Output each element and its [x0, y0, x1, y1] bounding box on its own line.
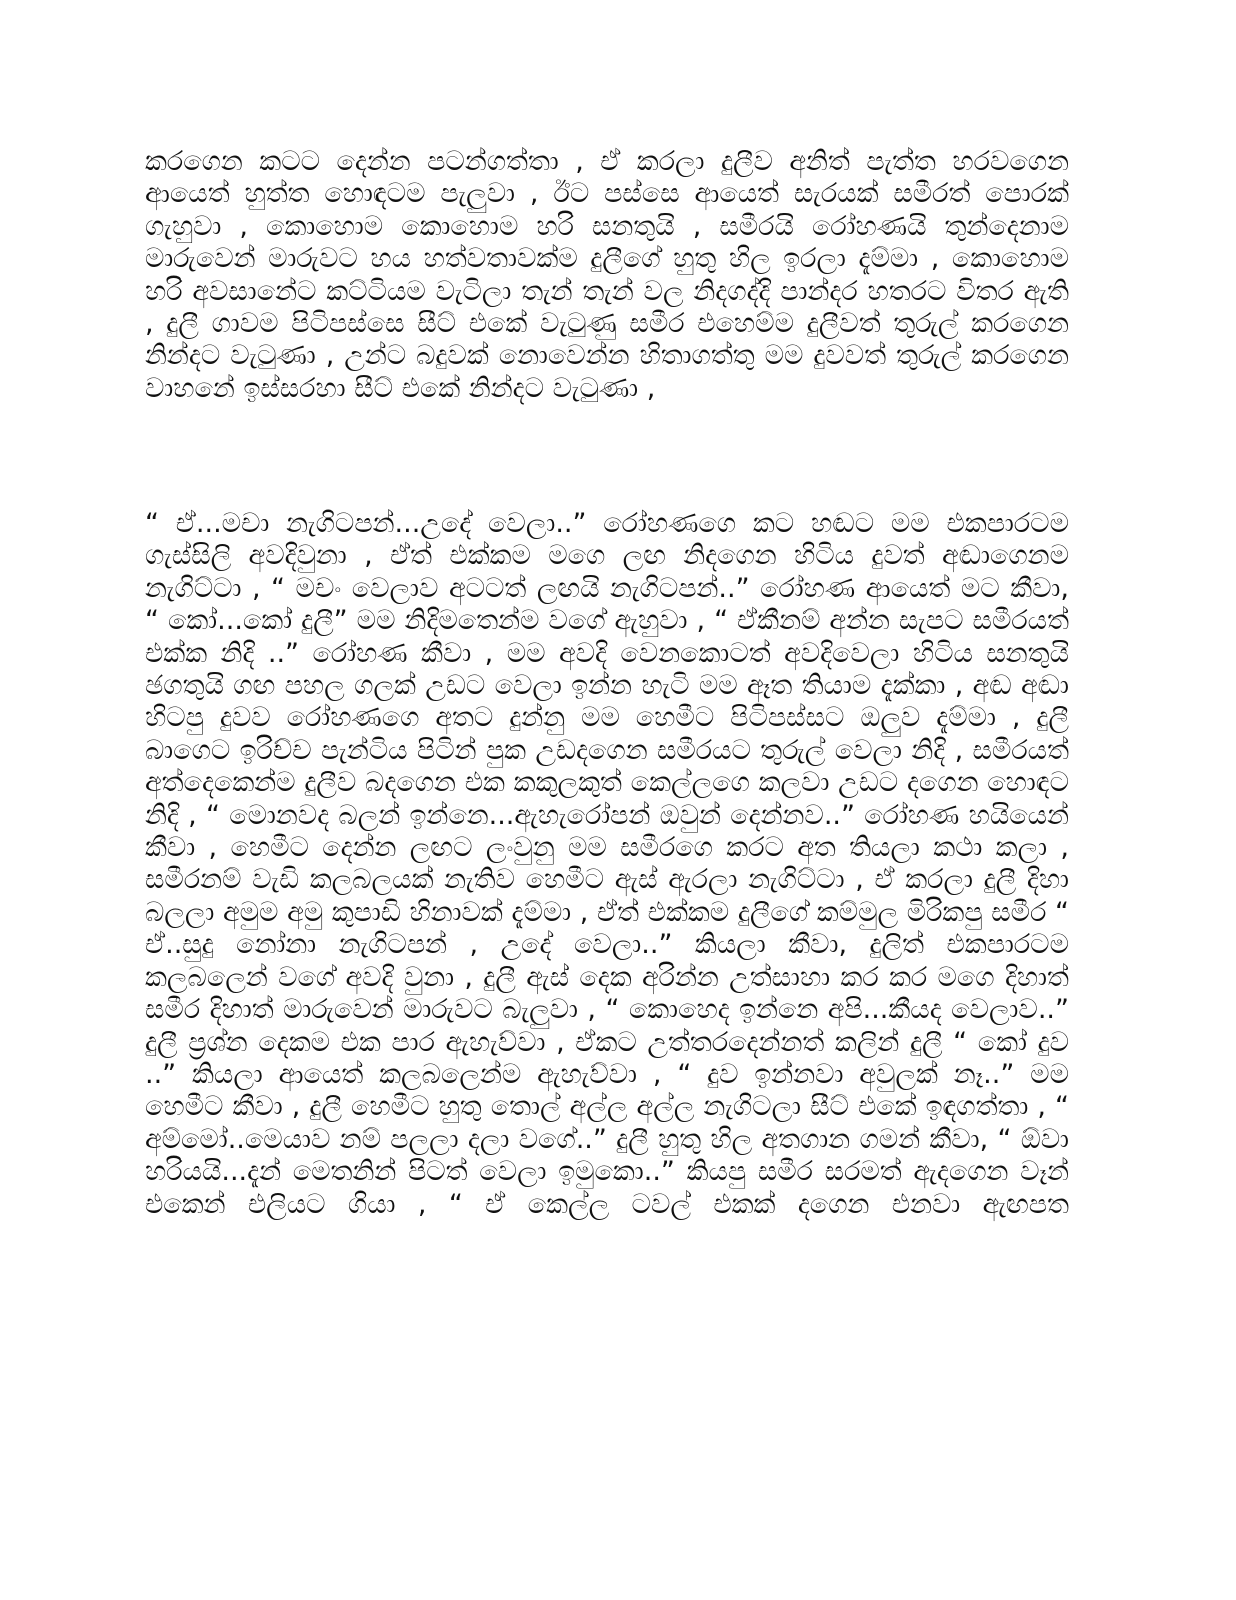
- paragraph-1: කරගෙන කටට දෙන්න පටන්ගත්තා , ඒ කරලා දුලීව අනිත් පැත්ත හරවගෙන ආයෙත් හුත්ත හොඳටම පැලුවා , ඊට පස්සෙ ආයෙත් සැරයක් සමීරත් පොරක් ගැහුවා , කොහොම කොහොම හරි සනතුයි , සමීරයි රෝහණයි තුන්දෙනාම මාරුවෙන් මාරුවට හය හත්වතාවක්ම දුලීගේ හුතු හිල ඉරලා දැම්මා , කොහොම හරි අවසානේට කට්ටියම වැටිලා තැන් තැන් වල නිදගද්දි පාන්දර හතරට විතර ඇති , දුලී ගාවම පිටිපස්සෙ සීට් එකේ වැටුණු සමීර එහෙම්ම දුලීවත් තුරුල් කරගෙන නින්දට වැටුණා , උන්ට බදුවක් නොවෙන්න හිතාගත්තු මම දුවවත් තුරුල් කරගෙන වාහනේ ඉස්සරහා සීට් එකේ නින්දට වැටුණා ,: [145, 146, 1069, 404]
- paragraph-2: “ ඒ...මචා නැගිටපන්...උදේ වෙලා..” රෝහණගෙ කට හඬට මම එකපාරටම ගැස්සිලි අවදිවුනා , ඒත් එක්කම මගෙ ලඟ නිදගෙන හිටිය දුවත් අඬාගෙනම නැගිට්ටා , “ මචං වෙලාව අටටත් ලඟයි නැගිටපන්..” රෝහණ ආයෙත් මට කීවා, “ කෝ...කෝ දුලී” මම නිදිමතෙන්ම වගේ ඇහුවා , “ ඒකීනම් අන්න සැපට සමීරයත් එක්ක නිදි ..” රෝහණ කීවා , මම අවදි වෙනකොටත් අවදිවෙලා හිටිය සනතුයි ඡගතුයි ගඟ පහල ගලක් උඩට වෙලා ඉන්න හැටි මම ඈත තියාම දැක්කා , අඬ අඬා හිටපු දුවව රෝහණගෙ අතට දුන්නු මම හෙමීට පිටිපස්සට ඔලුව දැම්මා , දුලී බාගෙට ඉරිච්ච පැන්ටිය පිටින් පුක උඩදගෙන සමීරයට තුරුල් වෙලා නිදි , සමීරයත් අත්දෙකෙන්ම දුලීව බදගෙන එක කකුලකුත් කෙල්ලගෙ කලවා උඩට දගෙන හොඳට නිදි , “ මොනවද බලන් ඉන්නෙ...ඇහැරෝපන් ඔවුන් දෙන්නව..” රෝහණ හයියෙන් කීවා , හෙමීට දෙන්න ලඟට ලංවුනු මම සමීරගෙ කරට අත තියලා කථා කලා , සමීරනම් වැඩි කලබලයක් නැතිව හෙමීට ඇස් ඇරලා නැගිට්ටා , ඒ කරලා දුලී දිහා බලලා අමුම අමු කුපාඩි හිනාවක් දැම්මා , ඒත් එක්කම දුලීගේ කම්මුල මිරිකපු සමීර “ ඒ..සුදු නෝනා නැගිටපන් , උදේ වෙලා..” කියලා කීවා, දුලිත් එකපාරටම කලබලෙන් වගේ අවදි වුනා , දුලී ඇස් දෙක අරින්න උත්සාහා කර කර මගෙ දිහාත් සමීර දිහාත් මාරුවෙන් මාරුවට බැලුවා , “ කොහෙද ඉන්නෙ අපි...කීයද වෙලාව..” දුලී ප්‍රශ්න දෙකම එක පාර ඇහැව්වා , ඒකට උත්තරදෙන්නත් කලින් දුලී “ කෝ දුව ..” කියලා ආයෙත් කලබලෙන්ම ඇහැව්වා , “ දුව ඉන්නවා අවුලක් නෑ..” මම හෙමීට කීවා , දුලී හෙමීට හුතු තොල් අල්ල අල්ල නැගිටලා සීට් එකේ ඉඳගත්තා , “ අම්මෝ..මෙයාව නම් පලලා දලා වගේ..” දුලී හුතු හිල අතගාන ගමන් කීවා, “ ඕවා හරියයි...දැන් මෙතනින් පිටත් වෙලා ඉමුකො..” කියපු සමීර සරමත් ඇදගෙන වෑන් එකෙන් එලියට ගියා , “ ඒ කෙල්ල ටවල් එකක් දගෙන එනවා ඇඟපත: [145, 508, 1069, 1220]
